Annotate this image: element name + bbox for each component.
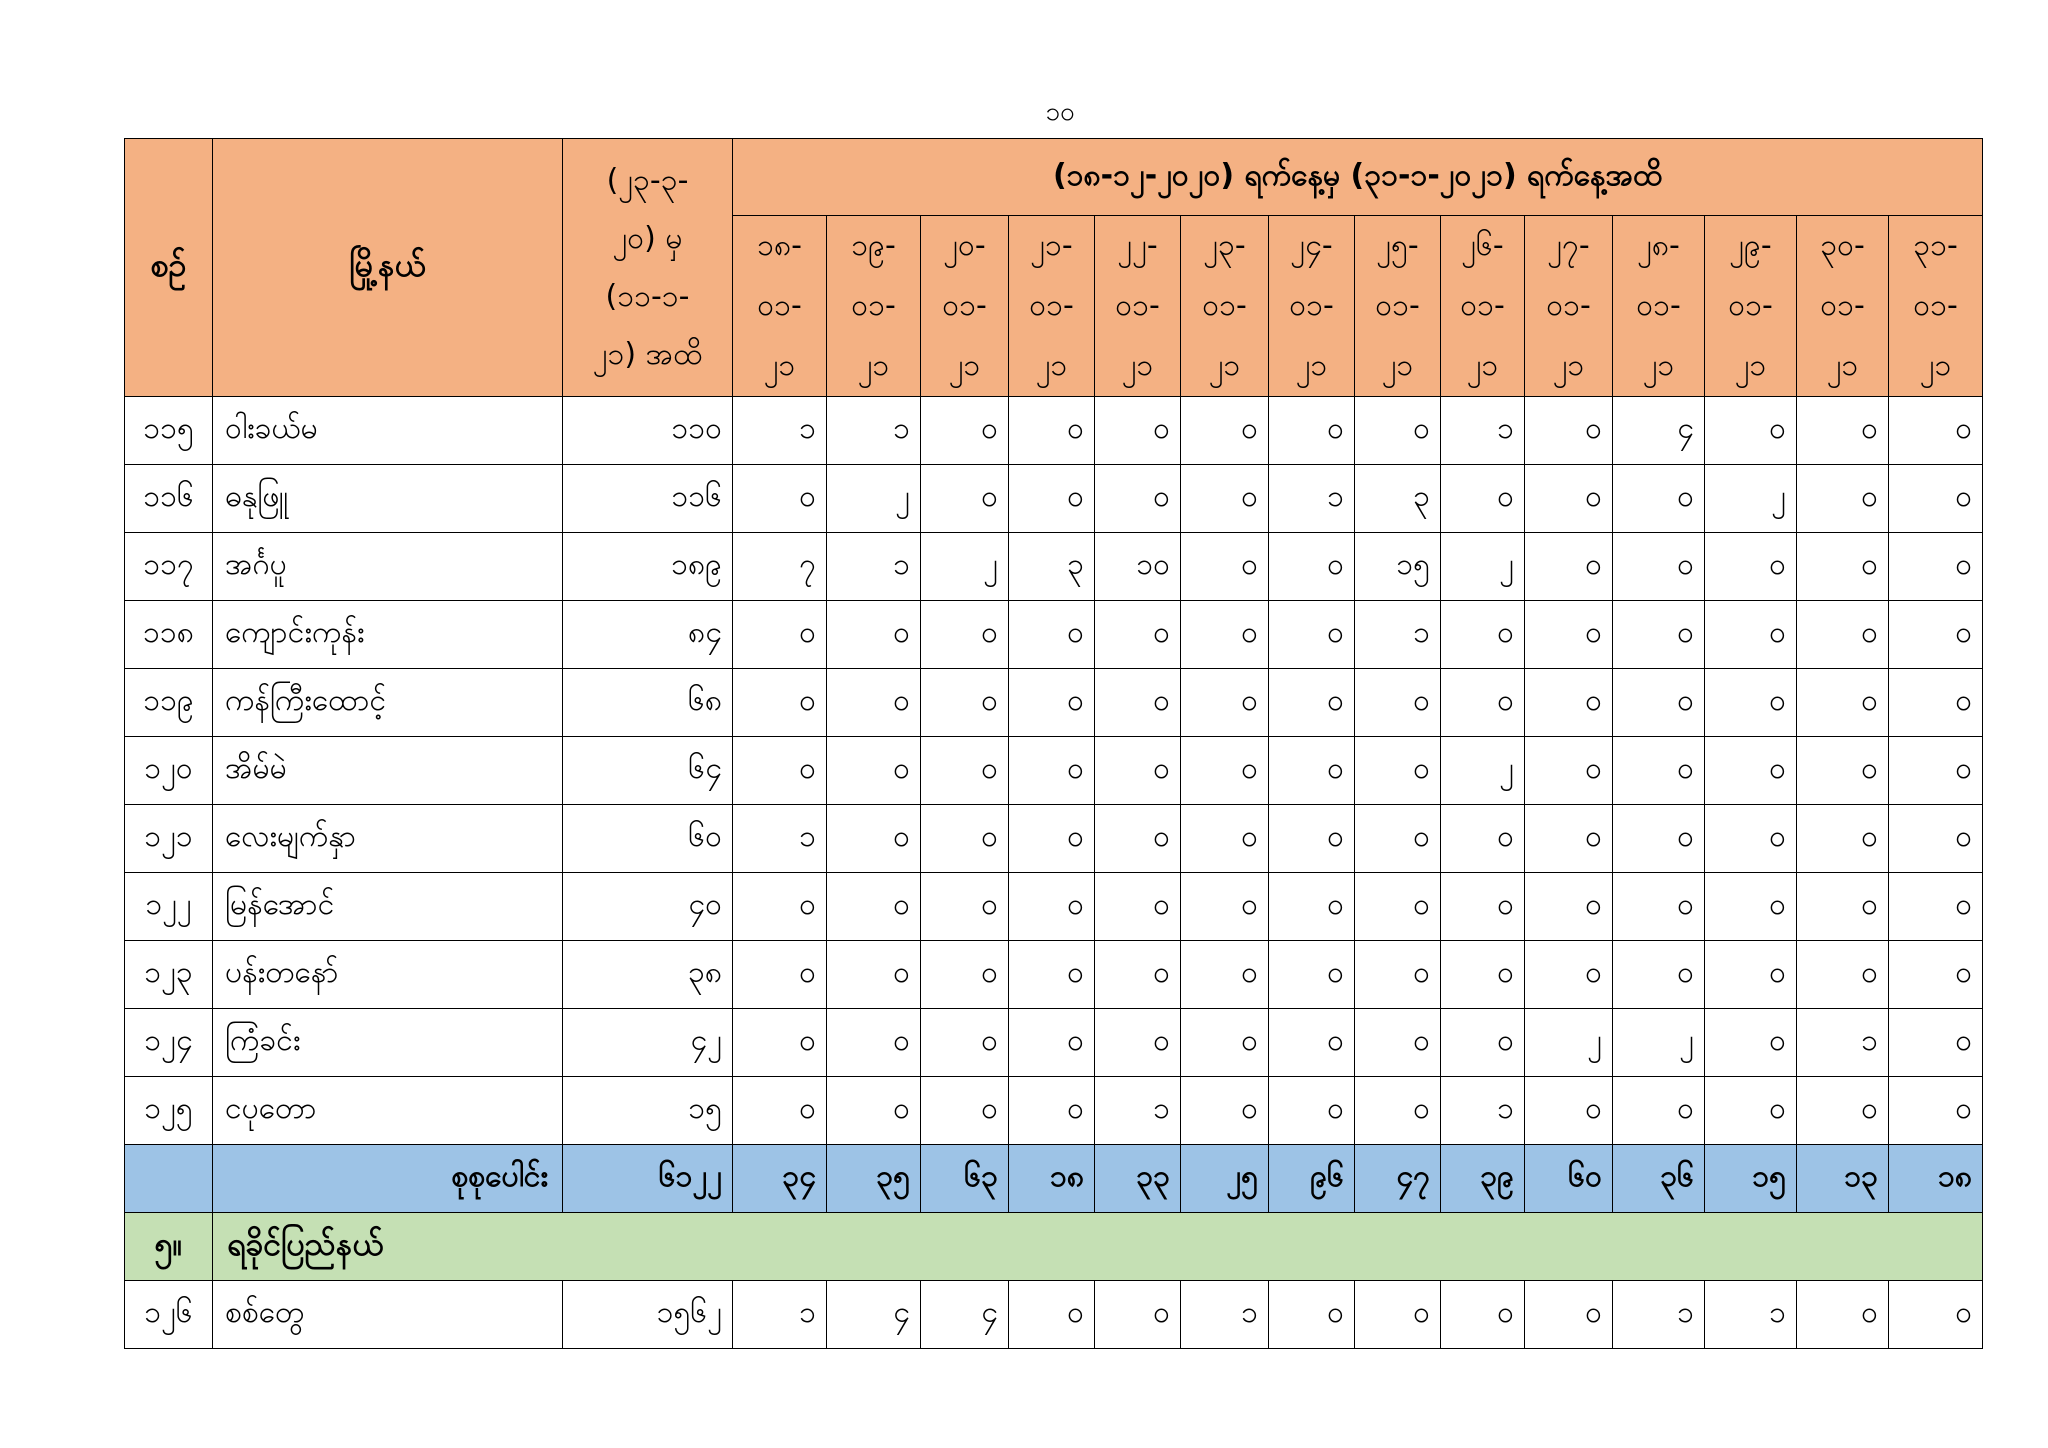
value-cell: ၀: [827, 1009, 921, 1077]
value-cell: ၂: [1525, 1009, 1613, 1077]
value-cell: ၁: [1613, 1281, 1705, 1349]
value-cell: ၀: [1355, 805, 1441, 873]
baseline-cell: ၁၅၆၂: [563, 1281, 733, 1349]
value-cell: ၀: [1181, 873, 1269, 941]
value-cell: ၀: [1889, 1077, 1983, 1145]
date-header-1: ၁၈- ၀၁- ၂၁: [733, 216, 827, 397]
value-cell: ၀: [1181, 1009, 1269, 1077]
value-cell: ၀: [1889, 397, 1983, 465]
value-cell: ၀: [1797, 601, 1889, 669]
value-cell: ၀: [1269, 533, 1355, 601]
value-cell: ၀: [1525, 397, 1613, 465]
table-header: [125, 139, 1983, 397]
value-cell: ၁: [1797, 1009, 1889, 1077]
value-cell: ၀: [1889, 805, 1983, 873]
township-cell: ကြံခင်း: [213, 1009, 563, 1077]
value-cell: ၁၅: [1355, 533, 1441, 601]
township-cell: မြန်အောင်: [213, 873, 563, 941]
value-cell: ၀: [1181, 601, 1269, 669]
serial-cell: ၁၁၆: [125, 465, 213, 533]
serial-cell: ၁၁၇: [125, 533, 213, 601]
value-cell: ၄: [921, 1281, 1009, 1349]
table-row: [125, 397, 1983, 465]
total-baseline-cell: ၆၁၂၂: [563, 1145, 733, 1213]
township-cell: ငပုတော: [213, 1077, 563, 1145]
value-cell: ၀: [1525, 601, 1613, 669]
value-cell: ၀: [1181, 805, 1269, 873]
value-cell: ၀: [1009, 601, 1095, 669]
value-cell: ၀: [1355, 1009, 1441, 1077]
value-cell: ၀: [1009, 737, 1095, 805]
value-cell: ၀: [1613, 941, 1705, 1009]
value-cell: ၀: [1525, 533, 1613, 601]
value-cell: ၀: [1705, 397, 1797, 465]
value-cell: ၀: [1441, 805, 1525, 873]
value-cell: ၄: [827, 1281, 921, 1349]
value-cell: ၀: [1095, 805, 1181, 873]
total-value-cell: ၁၈: [1009, 1145, 1095, 1213]
serial-cell: ၁၂၀: [125, 737, 213, 805]
value-cell: ၀: [827, 601, 921, 669]
value-cell: ၁: [1441, 1077, 1525, 1145]
value-cell: ၀: [1705, 941, 1797, 1009]
value-cell: ၀: [1441, 1281, 1525, 1349]
value-cell: ၀: [1269, 669, 1355, 737]
value-cell: ၀: [1269, 805, 1355, 873]
value-cell: ၀: [1269, 737, 1355, 805]
value-cell: ၀: [1181, 465, 1269, 533]
value-cell: ၀: [1797, 1077, 1889, 1145]
date-header-10: ၂၇- ၀၁- ၂၁: [1525, 216, 1613, 397]
value-cell: ၀: [1613, 873, 1705, 941]
serial-cell: ၁၂၃: [125, 941, 213, 1009]
page-number: ၁၀: [1045, 97, 1075, 127]
value-cell: ၀: [1705, 1009, 1797, 1077]
value-cell: ၀: [1095, 397, 1181, 465]
date-header-14: ၃၁- ၀၁- ၂၁: [1889, 216, 1983, 397]
table-row: [125, 873, 1983, 941]
baseline-cell: ၆၈: [563, 669, 733, 737]
date-header-13: ၃၀- ၀၁- ၂၁: [1797, 216, 1889, 397]
total-blank-cell: [125, 1145, 213, 1213]
total-value-cell: ၆၃: [921, 1145, 1009, 1213]
date-header-4: ၂၁- ၀၁- ၂၁: [1009, 216, 1095, 397]
table-row: [125, 465, 1983, 533]
value-cell: ၀: [1797, 1281, 1889, 1349]
value-cell: ၀: [1889, 533, 1983, 601]
value-cell: ၀: [733, 601, 827, 669]
township-header: မြို့နယ်: [213, 139, 563, 397]
value-cell: ၁: [1181, 1281, 1269, 1349]
value-cell: ၀: [1525, 805, 1613, 873]
total-value-cell: ၃၄: [733, 1145, 827, 1213]
value-cell: ၀: [1525, 737, 1613, 805]
value-cell: ၀: [1705, 533, 1797, 601]
value-cell: ၀: [1095, 669, 1181, 737]
baseline-cell: ၁၅: [563, 1077, 733, 1145]
value-cell: ၀: [733, 1077, 827, 1145]
value-cell: ၀: [1269, 601, 1355, 669]
value-cell: ၂: [921, 533, 1009, 601]
baseline-cell: ၆၄: [563, 737, 733, 805]
value-cell: ၀: [1889, 1281, 1983, 1349]
value-cell: ၁: [1705, 1281, 1797, 1349]
date-header-12: ၂၉- ၀၁- ၂၁: [1705, 216, 1797, 397]
value-cell: ၀: [1705, 1077, 1797, 1145]
table-row: [125, 533, 1983, 601]
value-cell: ၀: [1095, 737, 1181, 805]
value-cell: ၀: [1613, 465, 1705, 533]
value-cell: ၀: [1525, 941, 1613, 1009]
value-cell: ၀: [1705, 737, 1797, 805]
value-cell: ၂: [1705, 465, 1797, 533]
date-header-8: ၂၅- ၀၁- ၂၁: [1355, 216, 1441, 397]
value-cell: ၀: [1889, 669, 1983, 737]
table-row: [125, 601, 1983, 669]
total-value-cell: ၆၀: [1525, 1145, 1613, 1213]
value-cell: ၀: [1441, 873, 1525, 941]
value-cell: ၀: [1613, 601, 1705, 669]
value-cell: ၁: [1095, 1077, 1181, 1145]
value-cell: ၀: [1797, 737, 1889, 805]
value-cell: ၀: [1009, 941, 1095, 1009]
baseline-cell: ၆၀: [563, 805, 733, 873]
value-cell: ၀: [1355, 941, 1441, 1009]
serial-cell: ၁၂၄: [125, 1009, 213, 1077]
serial-cell: ၁၂၁: [125, 805, 213, 873]
value-cell: ၀: [827, 941, 921, 1009]
value-cell: ၀: [921, 1077, 1009, 1145]
value-cell: ၀: [1095, 873, 1181, 941]
value-cell: ၀: [1095, 1009, 1181, 1077]
value-cell: ၀: [1269, 397, 1355, 465]
value-cell: ၀: [1095, 465, 1181, 533]
value-cell: ၀: [921, 805, 1009, 873]
total-value-cell: ၁၃: [1797, 1145, 1889, 1213]
table-row: [125, 669, 1983, 737]
value-cell: ၀: [1181, 941, 1269, 1009]
value-cell: ၃: [1009, 533, 1095, 601]
township-cell: စစ်တွေ: [213, 1281, 563, 1349]
value-cell: ၀: [1797, 941, 1889, 1009]
value-cell: ၀: [1613, 669, 1705, 737]
total-value-cell: ၃၉: [1441, 1145, 1525, 1213]
value-cell: ၀: [1355, 873, 1441, 941]
date-header-6: ၂၃- ၀၁- ၂၁: [1181, 216, 1269, 397]
value-cell: ၀: [733, 1009, 827, 1077]
total-row: [125, 1145, 1983, 1213]
value-cell: ၀: [1181, 669, 1269, 737]
serial-cell: ၁၂၅: [125, 1077, 213, 1145]
value-cell: ၀: [921, 941, 1009, 1009]
value-cell: ၀: [1181, 1077, 1269, 1145]
township-cell: ပန်းတနော်: [213, 941, 563, 1009]
value-cell: ၀: [827, 737, 921, 805]
value-cell: ၀: [1441, 465, 1525, 533]
value-cell: ၁: [1269, 465, 1355, 533]
baseline-cell: ၃၈: [563, 941, 733, 1009]
serial-cell: ၁၂၂: [125, 873, 213, 941]
baseline-cell: ၁၁၆: [563, 465, 733, 533]
value-cell: ၇: [733, 533, 827, 601]
value-cell: ၀: [1613, 533, 1705, 601]
value-cell: ၀: [1009, 1281, 1095, 1349]
value-cell: ၂: [827, 465, 921, 533]
value-cell: ၀: [1355, 737, 1441, 805]
data-table: [124, 138, 1983, 1349]
value-cell: ၀: [1269, 1281, 1355, 1349]
value-cell: ၀: [1797, 873, 1889, 941]
date-header-11: ၂၈- ၀၁- ၂၁: [1613, 216, 1705, 397]
value-cell: ၀: [1525, 873, 1613, 941]
baseline-cell: ၄၀: [563, 873, 733, 941]
value-cell: ၀: [1705, 873, 1797, 941]
value-cell: ၀: [1355, 669, 1441, 737]
table-row: [125, 1009, 1983, 1077]
value-cell: ၁: [827, 533, 921, 601]
value-cell: ၀: [1525, 669, 1613, 737]
region-name: ရခိုင်ပြည်နယ်: [213, 1213, 1983, 1281]
value-cell: ၂: [1441, 737, 1525, 805]
township-cell: ဓနုဖြူ: [213, 465, 563, 533]
serial-cell: ၁၁၉: [125, 669, 213, 737]
serial-cell: ၁၂၆: [125, 1281, 213, 1349]
value-cell: ၀: [1181, 397, 1269, 465]
value-cell: ၀: [921, 397, 1009, 465]
region-number: ၅။: [125, 1213, 213, 1281]
value-cell: ၀: [1355, 1281, 1441, 1349]
table-row: [125, 805, 1983, 873]
value-cell: ၀: [1269, 1077, 1355, 1145]
value-cell: ၀: [1889, 1009, 1983, 1077]
region-row: [125, 1213, 1983, 1281]
value-cell: ၀: [1181, 737, 1269, 805]
value-cell: ၀: [1797, 397, 1889, 465]
value-cell: ၀: [1525, 1281, 1613, 1349]
value-cell: ၀: [921, 737, 1009, 805]
baseline-cell: ၁၁၀: [563, 397, 733, 465]
value-cell: ၀: [1705, 601, 1797, 669]
value-cell: ၀: [1095, 601, 1181, 669]
table-row: [125, 1281, 1983, 1349]
total-value-cell: ၁၅: [1705, 1145, 1797, 1213]
value-cell: ၁၀: [1095, 533, 1181, 601]
value-cell: ၀: [733, 465, 827, 533]
table-row: [125, 1077, 1983, 1145]
value-cell: ၀: [1525, 1077, 1613, 1145]
value-cell: ၀: [1441, 1009, 1525, 1077]
total-value-cell: ၃၃: [1095, 1145, 1181, 1213]
serial-cell: ၁၁၈: [125, 601, 213, 669]
date-header-2: ၁၉- ၀၁- ၂၁: [827, 216, 921, 397]
value-cell: ၀: [1355, 1077, 1441, 1145]
value-cell: ၁: [1355, 601, 1441, 669]
value-cell: ၀: [1525, 465, 1613, 533]
value-cell: ၀: [921, 601, 1009, 669]
total-value-cell: ၉၆: [1269, 1145, 1355, 1213]
township-cell: အိမ်မဲ: [213, 737, 563, 805]
value-cell: ၁: [827, 397, 921, 465]
value-cell: ၀: [1889, 601, 1983, 669]
table-row: [125, 737, 1983, 805]
value-cell: ၁: [733, 397, 827, 465]
value-cell: ၀: [1441, 941, 1525, 1009]
baseline-cell: ၄၂: [563, 1009, 733, 1077]
value-cell: ၀: [733, 941, 827, 1009]
value-cell: ၀: [1009, 805, 1095, 873]
value-cell: ၀: [1441, 669, 1525, 737]
value-cell: ၀: [1889, 465, 1983, 533]
value-cell: ၀: [733, 669, 827, 737]
value-cell: ၀: [827, 805, 921, 873]
value-cell: ၀: [1095, 941, 1181, 1009]
value-cell: ၀: [1797, 669, 1889, 737]
value-cell: ၀: [1181, 533, 1269, 601]
value-cell: ၀: [1797, 465, 1889, 533]
value-cell: ၀: [1889, 941, 1983, 1009]
township-cell: အင်္ဂပူ: [213, 533, 563, 601]
township-cell: ကျောင်းကုန်း: [213, 601, 563, 669]
baseline-header: (၂၃-၃- ၂၀) မှ (၁၁-၁- ၂၁) အထိ: [563, 139, 733, 397]
table-row: [125, 941, 1983, 1009]
value-cell: ၀: [1613, 805, 1705, 873]
value-cell: ၀: [1009, 1077, 1095, 1145]
date-header-9: ၂၆- ၀၁- ၂၁: [1441, 216, 1525, 397]
value-cell: ၀: [1613, 1077, 1705, 1145]
value-cell: ၀: [921, 465, 1009, 533]
value-cell: ၁: [1441, 397, 1525, 465]
value-cell: ၀: [1009, 465, 1095, 533]
value-cell: ၀: [921, 1009, 1009, 1077]
serial-cell: ၁၁၅: [125, 397, 213, 465]
table-body: [125, 397, 1983, 1349]
value-cell: ၀: [1269, 941, 1355, 1009]
township-cell: ဝါးခယ်မ: [213, 397, 563, 465]
serial-header: စဉ်: [125, 139, 213, 397]
date-header-5: ၂၂- ၀၁- ၂၁: [1095, 216, 1181, 397]
value-cell: ၀: [827, 873, 921, 941]
township-cell: ကန်ကြီးထောင့်: [213, 669, 563, 737]
value-cell: ၀: [1269, 1009, 1355, 1077]
value-cell: ၀: [1009, 397, 1095, 465]
value-cell: ၀: [733, 873, 827, 941]
period-header: (၁၈-၁၂-၂၀၂၀) ရက်နေ့မှ (၃၁-၁-၂၀၂၁) ရက်နေ့အထိ: [733, 139, 1983, 216]
township-cell: လေးမျက်နှာ: [213, 805, 563, 873]
value-cell: ၀: [1441, 601, 1525, 669]
value-cell: ၀: [921, 873, 1009, 941]
total-value-cell: ၄၇: [1355, 1145, 1441, 1213]
value-cell: ၀: [1797, 805, 1889, 873]
value-cell: ၃: [1355, 465, 1441, 533]
date-header-7: ၂၄- ၀၁- ၂၁: [1269, 216, 1355, 397]
value-cell: ၀: [1705, 669, 1797, 737]
value-cell: ၄: [1613, 397, 1705, 465]
value-cell: ၀: [1269, 873, 1355, 941]
value-cell: ၂: [1613, 1009, 1705, 1077]
value-cell: ၀: [921, 669, 1009, 737]
value-cell: ၀: [1613, 737, 1705, 805]
value-cell: ၀: [733, 737, 827, 805]
value-cell: ၁: [733, 1281, 827, 1349]
total-value-cell: ၃၆: [1613, 1145, 1705, 1213]
value-cell: ၀: [1889, 737, 1983, 805]
value-cell: ၀: [1355, 397, 1441, 465]
total-value-cell: ၂၅: [1181, 1145, 1269, 1213]
baseline-cell: ၁၈၉: [563, 533, 733, 601]
value-cell: ၀: [1009, 1009, 1095, 1077]
value-cell: ၀: [827, 1077, 921, 1145]
value-cell: ၀: [1705, 805, 1797, 873]
value-cell: ၀: [1095, 1281, 1181, 1349]
baseline-cell: ၈၄: [563, 601, 733, 669]
date-header-3: ၂၀- ၀၁- ၂၁: [921, 216, 1009, 397]
value-cell: ၀: [1009, 873, 1095, 941]
value-cell: ၀: [1797, 533, 1889, 601]
total-value-cell: ၁၈: [1889, 1145, 1983, 1213]
total-label: စုစုပေါင်း: [213, 1145, 563, 1213]
value-cell: ၀: [827, 669, 921, 737]
total-value-cell: ၃၅: [827, 1145, 921, 1213]
value-cell: ၀: [1009, 669, 1095, 737]
value-cell: ၂: [1441, 533, 1525, 601]
value-cell: ၁: [733, 805, 827, 873]
value-cell: ၀: [1889, 873, 1983, 941]
